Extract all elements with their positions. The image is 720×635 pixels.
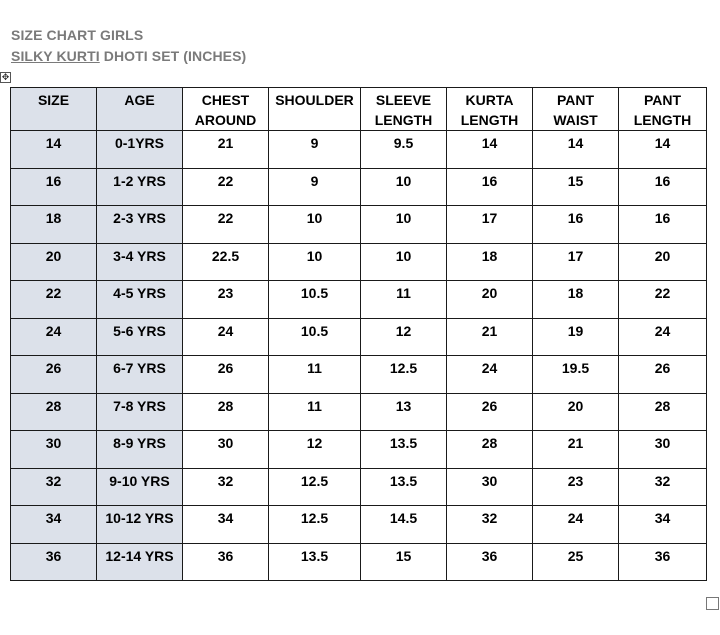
- column-header-text: LENGTH: [374, 112, 433, 128]
- age-cell: 0-1YRS: [97, 131, 183, 169]
- age-cell: 7-8 YRS: [97, 393, 183, 431]
- size-cell: 34: [11, 506, 97, 544]
- measurement-cell: 13: [361, 393, 447, 431]
- measurement-cell: 21: [447, 318, 533, 356]
- measurement-cell: 19: [533, 318, 619, 356]
- age-cell: 5-6 YRS: [97, 318, 183, 356]
- measurement-cell: 21: [183, 131, 269, 169]
- measurement-cell: 12.5: [269, 506, 361, 544]
- measurement-cell: 14: [533, 131, 619, 169]
- measurement-cell: 16: [619, 206, 707, 244]
- size-cell: 18: [11, 206, 97, 244]
- measurement-cell: 13.5: [269, 543, 361, 581]
- measurement-cell: 17: [447, 206, 533, 244]
- measurement-cell: 32: [619, 468, 707, 506]
- measurement-cell: 17: [533, 243, 619, 281]
- column-header-text: AROUND: [194, 112, 257, 128]
- measurement-cell: 19.5: [533, 356, 619, 394]
- chart-subtitle: [11, 48, 246, 64]
- measurement-cell: 28: [183, 393, 269, 431]
- table-row: [11, 393, 707, 431]
- table-row: [11, 131, 707, 169]
- size-cell: 20: [11, 243, 97, 281]
- measurement-cell: 16: [619, 168, 707, 206]
- column-header: [619, 88, 707, 131]
- measurement-cell: 18: [533, 281, 619, 319]
- measurement-cell: 36: [619, 543, 707, 581]
- measurement-cell: 12.5: [361, 356, 447, 394]
- age-cell: 12-14 YRS: [97, 543, 183, 581]
- column-header-text: SIZE: [37, 92, 70, 108]
- measurement-cell: 9: [269, 131, 361, 169]
- measurement-cell: 14: [447, 131, 533, 169]
- measurement-cell: 10.5: [269, 318, 361, 356]
- measurement-cell: 11: [269, 356, 361, 394]
- size-cell: 16: [11, 168, 97, 206]
- age-cell: 8-9 YRS: [97, 431, 183, 469]
- subtitle-rest: DHOTI SET (INCHES): [99, 48, 247, 64]
- measurement-cell: 9: [269, 168, 361, 206]
- move-arrows-icon[interactable]: ✥: [1, 72, 10, 82]
- column-header-text: LENGTH: [633, 112, 692, 128]
- size-chart-table: [10, 87, 707, 581]
- measurement-cell: 30: [183, 431, 269, 469]
- measurement-cell: 10: [361, 243, 447, 281]
- measurement-cell: 10: [269, 206, 361, 244]
- measurement-cell: 11: [269, 393, 361, 431]
- measurement-cell: 26: [447, 393, 533, 431]
- age-cell: 1-2 YRS: [97, 168, 183, 206]
- measurement-cell: 22: [619, 281, 707, 319]
- column-header: [361, 88, 447, 131]
- table-row: [11, 543, 707, 581]
- table-header-row: [11, 88, 707, 131]
- measurement-cell: 24: [447, 356, 533, 394]
- measurement-cell: 24: [183, 318, 269, 356]
- measurement-cell: 14.5: [361, 506, 447, 544]
- measurement-cell: 18: [447, 243, 533, 281]
- column-header-text: AGE: [124, 92, 155, 108]
- measurement-cell: 36: [447, 543, 533, 581]
- size-cell: 24: [11, 318, 97, 356]
- column-header-text: CHEST: [201, 92, 250, 108]
- resize-handle-icon[interactable]: [706, 597, 719, 610]
- measurement-cell: 11: [361, 281, 447, 319]
- column-header-text: WAIST: [553, 112, 598, 128]
- table-row: [11, 356, 707, 394]
- column-header: [269, 88, 361, 131]
- size-cell: 30: [11, 431, 97, 469]
- age-cell: 9-10 YRS: [97, 468, 183, 506]
- column-header-text: PANT: [643, 92, 682, 108]
- column-header: [97, 88, 183, 131]
- size-cell: 26: [11, 356, 97, 394]
- measurement-cell: 28: [447, 431, 533, 469]
- measurement-cell: 25: [533, 543, 619, 581]
- measurement-cell: 21: [533, 431, 619, 469]
- column-header: [533, 88, 619, 131]
- measurement-cell: 16: [533, 206, 619, 244]
- measurement-cell: 10.5: [269, 281, 361, 319]
- measurement-cell: 32: [447, 506, 533, 544]
- table-row: [11, 506, 707, 544]
- size-cell: 22: [11, 281, 97, 319]
- measurement-cell: 30: [447, 468, 533, 506]
- measurement-cell: 12: [361, 318, 447, 356]
- measurement-cell: 30: [619, 431, 707, 469]
- measurement-cell: 20: [619, 243, 707, 281]
- size-cell: 14: [11, 131, 97, 169]
- measurement-cell: 13.5: [361, 468, 447, 506]
- measurement-cell: 22: [183, 206, 269, 244]
- measurement-cell: 14: [619, 131, 707, 169]
- measurement-cell: 13.5: [361, 431, 447, 469]
- measurement-cell: 24: [619, 318, 707, 356]
- column-header-text: PANT: [556, 92, 595, 108]
- subtitle-underlined-part: SILKY KURTI: [11, 48, 100, 64]
- measurement-cell: 34: [183, 506, 269, 544]
- age-cell: 3-4 YRS: [97, 243, 183, 281]
- measurement-cell: 36: [183, 543, 269, 581]
- chart-title: SIZE CHART GIRLS: [11, 27, 144, 43]
- size-cell: 28: [11, 393, 97, 431]
- measurement-cell: 9.5: [361, 131, 447, 169]
- measurement-cell: 12.5: [269, 468, 361, 506]
- age-cell: 10-12 YRS: [97, 506, 183, 544]
- measurement-cell: 24: [533, 506, 619, 544]
- table-row: [11, 206, 707, 244]
- age-cell: 6-7 YRS: [97, 356, 183, 394]
- measurement-cell: 32: [183, 468, 269, 506]
- measurement-cell: 28: [619, 393, 707, 431]
- measurement-cell: 22: [183, 168, 269, 206]
- measurement-cell: 22.5: [183, 243, 269, 281]
- table-row: [11, 318, 707, 356]
- age-cell: 4-5 YRS: [97, 281, 183, 319]
- column-header-text: SHOULDER: [275, 92, 354, 108]
- size-cell: 32: [11, 468, 97, 506]
- table-row: [11, 468, 707, 506]
- measurement-cell: 10: [361, 206, 447, 244]
- measurement-cell: 20: [447, 281, 533, 319]
- table-row: [11, 243, 707, 281]
- table-row: [11, 168, 707, 206]
- column-header: [11, 88, 97, 131]
- measurement-cell: 34: [619, 506, 707, 544]
- measurement-cell: 20: [533, 393, 619, 431]
- measurement-cell: 10: [269, 243, 361, 281]
- column-header-text: LENGTH: [460, 112, 519, 128]
- measurement-cell: 12: [269, 431, 361, 469]
- measurement-cell: 16: [447, 168, 533, 206]
- measurement-cell: 26: [183, 356, 269, 394]
- measurement-cell: 23: [533, 468, 619, 506]
- measurement-cell: 10: [361, 168, 447, 206]
- measurement-cell: 23: [183, 281, 269, 319]
- measurement-cell: 15: [361, 543, 447, 581]
- column-header-text: SLEEVE: [375, 92, 432, 108]
- measurement-cell: 26: [619, 356, 707, 394]
- table-row: [11, 281, 707, 319]
- age-cell: 2-3 YRS: [97, 206, 183, 244]
- column-header: [447, 88, 533, 131]
- table-row: [11, 431, 707, 469]
- column-header-text: KURTA: [465, 92, 514, 108]
- column-header: [183, 88, 269, 131]
- size-cell: 36: [11, 543, 97, 581]
- measurement-cell: 15: [533, 168, 619, 206]
